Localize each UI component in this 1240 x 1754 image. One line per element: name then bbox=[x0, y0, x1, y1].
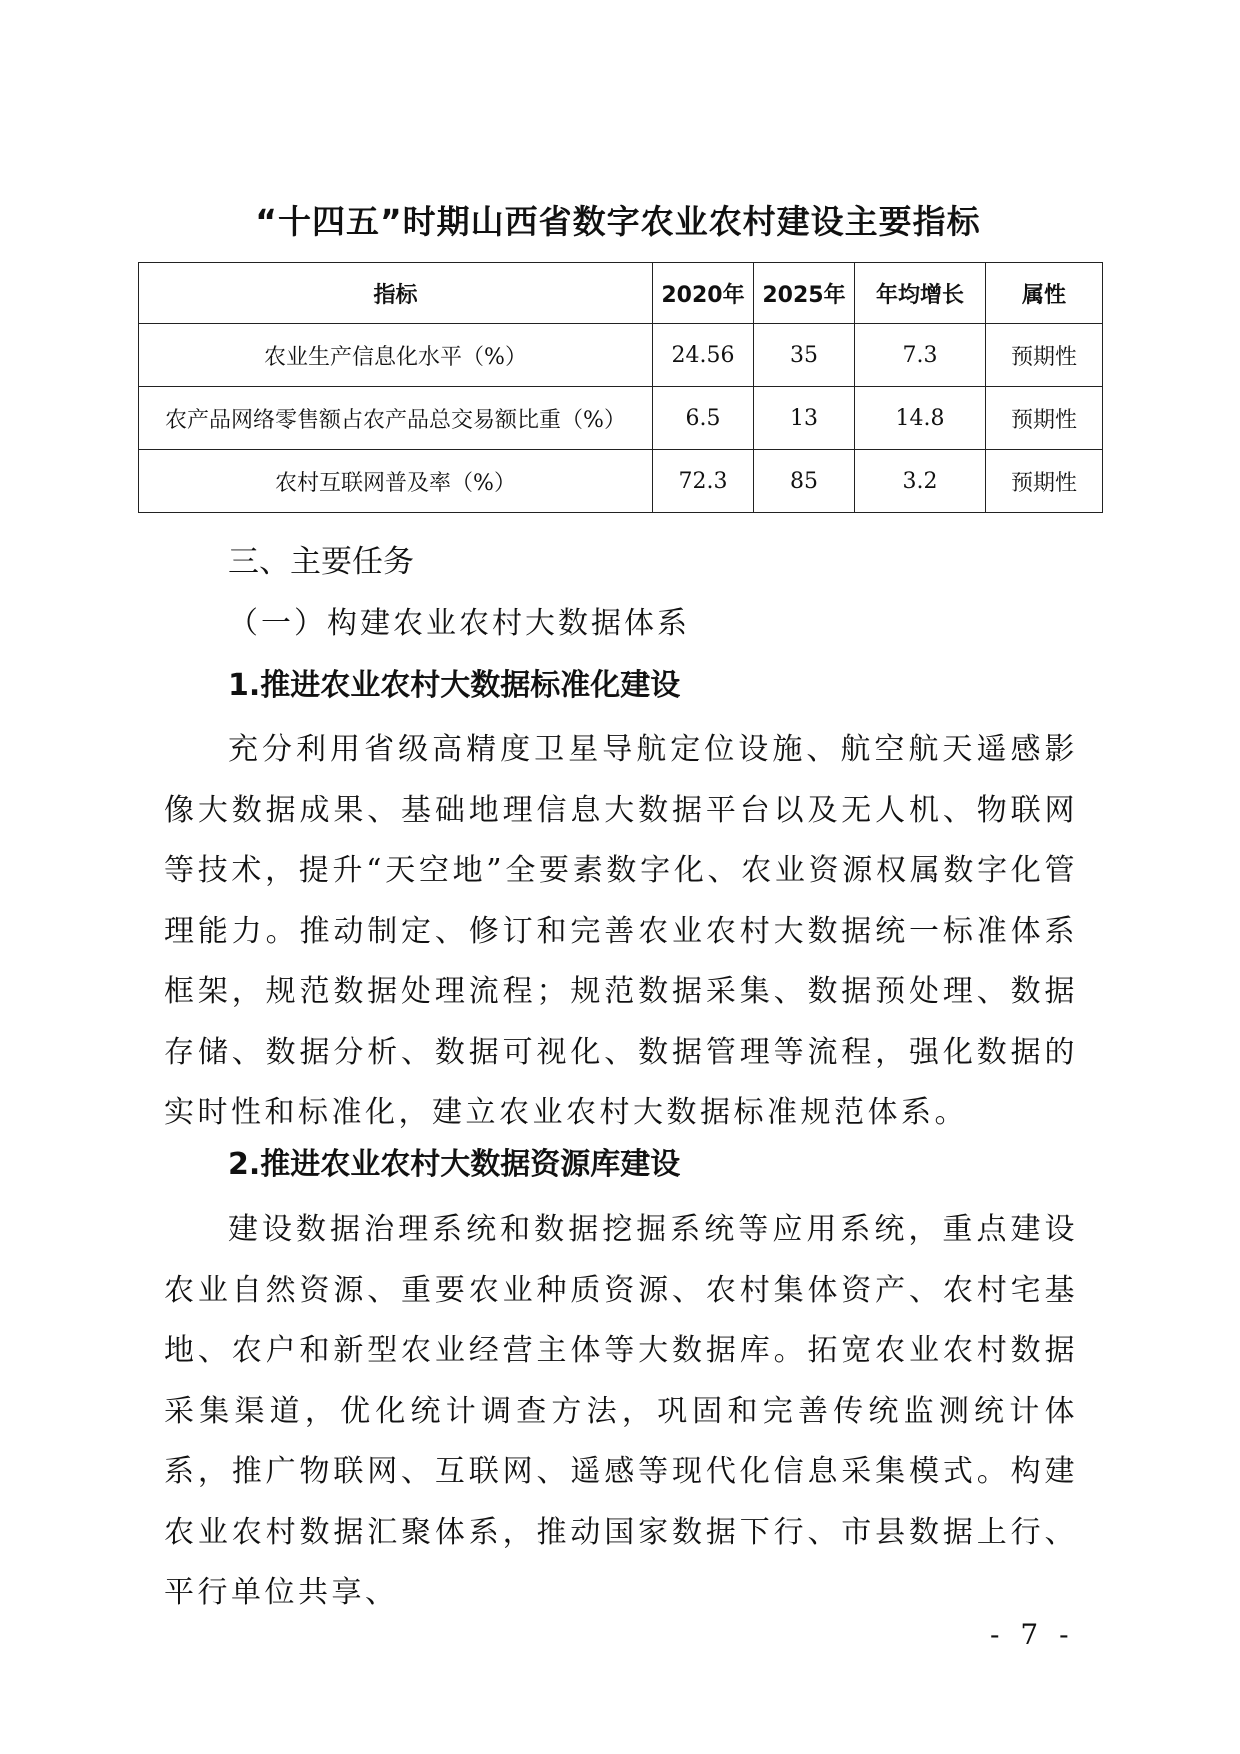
header-indicator: 指标 bbox=[139, 263, 653, 324]
cell-2025: 13 bbox=[754, 387, 855, 450]
table-row bbox=[139, 450, 1103, 513]
table-header-row bbox=[139, 263, 1103, 324]
cell-2020: 24.56 bbox=[653, 324, 754, 387]
table-row bbox=[139, 387, 1103, 450]
cell-growth: 14.8 bbox=[855, 387, 986, 450]
indicator-table bbox=[138, 262, 1103, 513]
item1-heading: 1.推进农业农村大数据标准化建设 bbox=[228, 668, 681, 703]
cell-growth: 3.2 bbox=[855, 450, 986, 513]
table-title: “十四五”时期山西省数字农业农村建设主要指标 bbox=[255, 202, 981, 241]
item2-heading: 2.推进农业农村大数据资源库建设 bbox=[228, 1147, 681, 1182]
cell-indicator: 农产品网络零售额占农产品总交易额比重（%） bbox=[139, 387, 653, 450]
cell-2025: 85 bbox=[754, 450, 855, 513]
cell-2025: 35 bbox=[754, 324, 855, 387]
header-attribute: 属性 bbox=[986, 263, 1103, 324]
cell-2020: 6.5 bbox=[653, 387, 754, 450]
item2-paragraph: 建设数据治理系统和数据挖掘系统等应用系统，重点建设农业自然资源、重要农业种质资源、农村集体资产、农村宅基地、农户和新型农业经营主体等大数据库。拓宽农业农村数据采集渠道，优化统计调查方法，巩固和完善传统监测统计体系，推广物联网、互联网、遥感等现代化信息采集模式。构建农业农村数据汇聚体系，推动国家数据下行、市县数据上行、平行单位共享、 bbox=[164, 1212, 1078, 1610]
cell-attribute: 预期性 bbox=[986, 387, 1103, 450]
cell-2020: 72.3 bbox=[653, 450, 754, 513]
cell-growth: 7.3 bbox=[855, 324, 986, 387]
section-heading: 三、主要任务 bbox=[228, 544, 414, 580]
item1-paragraph: 充分利用省级高精度卫星导航定位设施、航空航天遥感影像大数据成果、基础地理信息大数据平台以及无人机、物联网等技术，提升“天空地”全要素数字化、农业资源权属数字化管理能力。推动制定、修订和完善农业农村大数据统一标准体系框架，规范数据处理流程；规范数据采集、数据预处理、数据存储、数据分析、数据可视化、数据管理等流程，强化数据的实时性和标准化，建立农业农村大数据标准规范体系。 bbox=[164, 732, 1078, 1130]
header-2020: 2020年 bbox=[653, 263, 754, 324]
cell-attribute: 预期性 bbox=[986, 450, 1103, 513]
cell-indicator: 农村互联网普及率（%） bbox=[139, 450, 653, 513]
header-annual-growth: 年均增长 bbox=[855, 263, 986, 324]
cell-attribute: 预期性 bbox=[986, 324, 1103, 387]
table-row bbox=[139, 324, 1103, 387]
subsection-heading: （一）构建农业农村大数据体系 bbox=[228, 606, 690, 641]
header-2025: 2025年 bbox=[754, 263, 855, 324]
cell-indicator: 农业生产信息化水平（%） bbox=[139, 324, 653, 387]
page-number: - 7 - bbox=[990, 1618, 1075, 1651]
